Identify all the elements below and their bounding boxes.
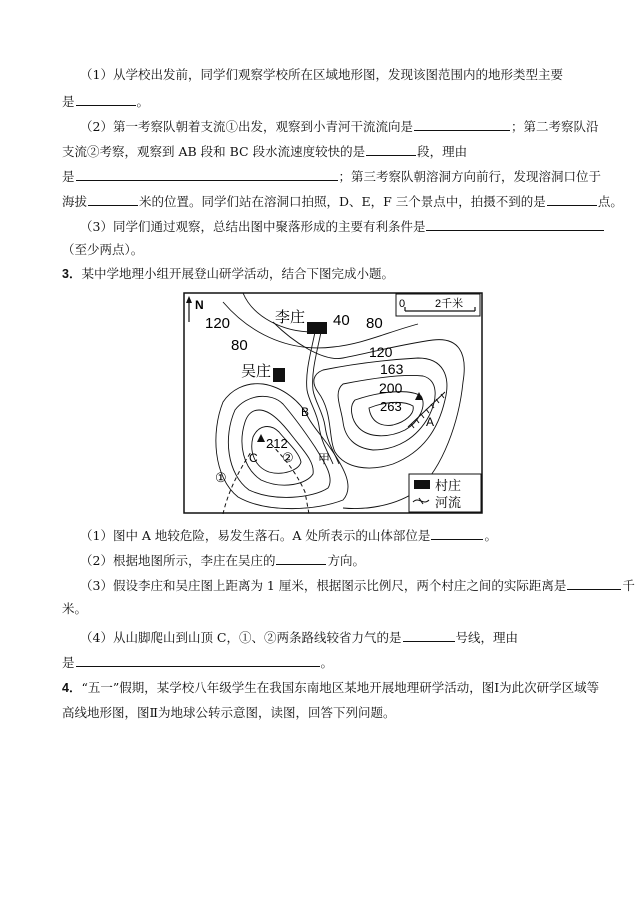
route-2-label: ② <box>282 450 294 465</box>
legend-village-label: 村庄 <box>435 478 462 493</box>
q2-part3-line1 <box>80 217 605 235</box>
q3-route-reason-blank[interactable] <box>76 653 320 667</box>
q2-part1-line2 <box>62 92 149 110</box>
q3-slope-part-blank[interactable] <box>431 526 483 540</box>
q2-altitude-blank[interactable] <box>88 192 138 206</box>
q3-part3-unit: 千 <box>622 578 635 593</box>
q4-line1 <box>62 680 599 696</box>
q3-stem-text: 某中学地理小组开展登山研学活动，结合下图完成小题。 <box>81 266 394 281</box>
label-li-zhuang: 李庄 <box>275 309 306 326</box>
contour-map <box>183 292 483 514</box>
q2-part3-text: （3）同学们通过观察，总结出图中聚落形成的主要有利条件是 <box>80 219 426 234</box>
q3-part4 <box>80 628 518 646</box>
q2-part1-blank[interactable] <box>76 92 136 106</box>
north-arrow-icon <box>186 296 192 322</box>
label-120-right: 120 <box>369 344 393 360</box>
river <box>307 332 339 464</box>
q2-part2-text-b: ；第二考察队沿 <box>510 119 599 134</box>
peak-c-icon <box>257 434 265 442</box>
point-jia: 甲 <box>318 452 331 466</box>
q2-flow-direction-blank[interactable] <box>414 117 510 131</box>
q2-part2-text-f: ；第三考察队朝溶洞方向前行，发现溶洞口位于 <box>338 169 602 184</box>
label-163: 163 <box>380 361 404 377</box>
q3-part4-end: 。 <box>320 655 334 670</box>
q4-text-2: 高线地形图，图Ⅱ为地球公转示意图，读图，回答下列问题。 <box>62 705 396 720</box>
label-80-left: 80 <box>231 337 248 354</box>
q2-part2-text-d: 段，理由 <box>417 144 468 159</box>
q3-distance-blank[interactable] <box>567 576 621 590</box>
q4-line2 <box>62 705 396 721</box>
q2-part2-line1 <box>80 117 598 135</box>
q3-part4-cont <box>62 653 333 671</box>
q2-part1-line1 <box>80 67 563 83</box>
q2-part2-text-e: 是 <box>62 169 75 184</box>
route-1-label: ① <box>215 470 227 485</box>
q2-settlement-blank[interactable] <box>426 217 604 231</box>
legend-village-icon <box>414 480 430 489</box>
label-wu-zhuang: 吴庄 <box>241 363 272 380</box>
point-c: C <box>249 451 258 465</box>
q3-part2 <box>80 551 365 569</box>
q2-photo-point-blank[interactable] <box>547 192 597 206</box>
q2-part2-text-g: 海拔 <box>62 194 88 209</box>
q4-text-1: “五一”假期，某学校八年级学生在我国东南地区某地开展地理研学活动，图Ⅰ为此次研学区域等 <box>81 680 600 695</box>
q2-part2-text-c: 支流②考察，观察到 AB 段和 BC 段水流速度较快的是 <box>62 144 366 159</box>
label-120-left: 120 <box>205 315 231 332</box>
q3-part2-end: 方向。 <box>327 553 365 568</box>
q2-reason-blank[interactable] <box>76 167 338 181</box>
q3-part4-prefix: 是 <box>62 655 75 670</box>
label-212: 212 <box>266 436 288 451</box>
q3-part3-cont <box>62 601 87 617</box>
scale-label: 2千米 <box>435 298 464 310</box>
q3-part2-text: （2）根据地图所示，李庄在吴庄的 <box>80 553 276 568</box>
contour-map-svg <box>183 292 483 514</box>
point-b: B <box>301 405 310 419</box>
north-label: N <box>195 298 204 312</box>
q2-part2-line3 <box>62 167 601 185</box>
q2-part2-text-i: 点。 <box>597 194 623 209</box>
q2-part2-text-a: （2）第一考察队朝着支流①出发，观察到小青河干流流向是 <box>80 119 413 134</box>
q3-number: 3． <box>62 267 82 281</box>
q3-stem <box>62 266 394 282</box>
q3-part1-text: （1）图中 A 地较危险，易发生落石。A 处所表示的山体部位是 <box>80 528 431 543</box>
q3-direction-blank[interactable] <box>276 551 326 565</box>
q2-part2-line2 <box>62 142 467 160</box>
label-40: 40 <box>333 312 350 329</box>
label-80-right: 80 <box>366 315 383 332</box>
q2-part3-line2 <box>62 242 143 258</box>
q2-part1-suffix: 。 <box>136 94 150 109</box>
q2-part1-prefix: 是 <box>62 94 75 109</box>
q2-part2-line4 <box>62 192 623 210</box>
point-a: A <box>426 415 435 429</box>
village-li-icon <box>307 322 327 334</box>
q3-part1 <box>80 526 497 544</box>
label-200: 200 <box>379 380 403 396</box>
q3-part3-unit-end: 米。 <box>62 601 88 616</box>
village-wu-icon <box>273 368 285 382</box>
label-263: 263 <box>380 399 402 414</box>
legend-river-label: 河流 <box>435 495 462 510</box>
q3-part4-mid: 号线，理由 <box>455 630 519 645</box>
q3-part3 <box>80 576 635 594</box>
q3-part3-text: （3）假设李庄和吴庄图上距离为 1 厘米，根据图示比例尺，两个村庄之间的实际距离是 <box>80 578 567 593</box>
peak-263-icon <box>415 392 423 400</box>
scale-zero: 0 <box>399 298 406 310</box>
q2-part1-text: （1）从学校出发前，同学们观察学校所在区域地形图，发现该图范围内的地形类型主要 <box>80 67 563 82</box>
q3-part1-end: 。 <box>484 528 497 543</box>
q2-segment-blank[interactable] <box>366 142 416 156</box>
q3-route-blank[interactable] <box>403 628 455 642</box>
route-1-path <box>223 452 251 514</box>
q2-part3-note: （至少两点）。 <box>62 242 144 257</box>
q3-part4-text: （4）从山脚爬山到山顶 C，①、②两条路线较省力气的是 <box>80 630 402 645</box>
q4-number: 4． <box>62 681 82 695</box>
q2-part2-text-h: 米的位置。同学们站在溶洞口拍照，D、E，F 三个景点中，拍摄不到的是 <box>139 194 546 209</box>
